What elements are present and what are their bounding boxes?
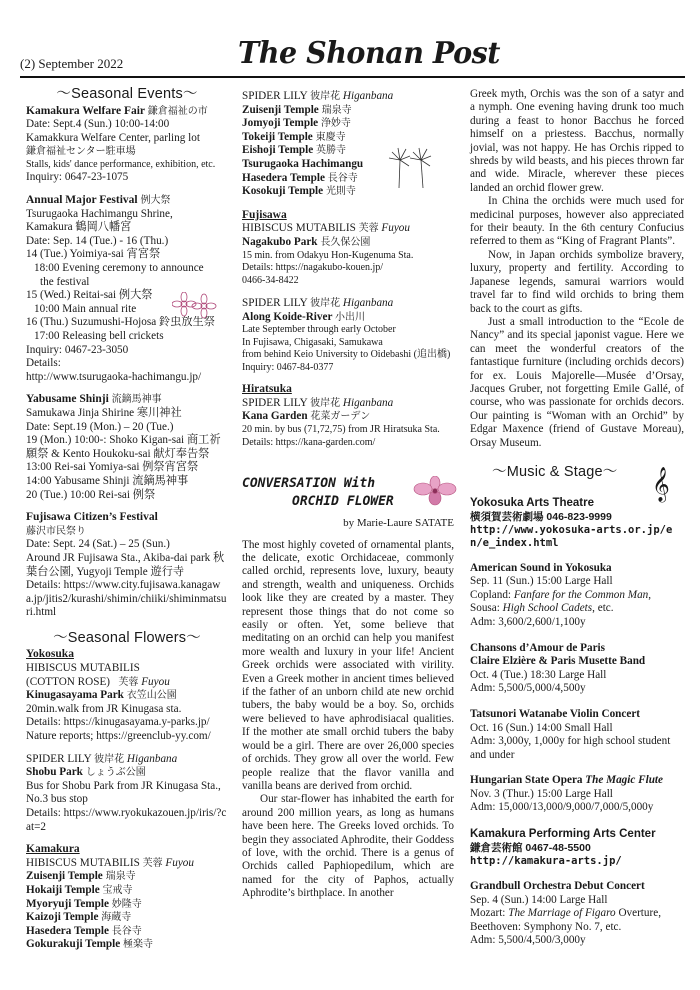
event-title: Fujisawa Citizen’s Festival xyxy=(26,511,158,524)
article-paragraph: Now, in Japan orchids symbolize bravery, luxury, property and fertility. According to Japanese legends, samurai warriors would travel far to find wild orchids to bring them back to the court as gifts. xyxy=(470,248,684,315)
details-link[interactable]: Details: https://nagakubo-kouen.jp/ xyxy=(242,262,384,274)
event-venue-jp: 鎌倉福祉センター駐車場 xyxy=(26,146,136,158)
event-inquiry: Inquiry: 0647-23-1075 xyxy=(26,171,129,184)
temple-item: Kosokuji Temple 光則寺 xyxy=(242,185,356,198)
concert-item xyxy=(470,708,684,762)
article-paragraph: Greek myth, Orchis was the son of a satyr and a nymph. One evening having drunk too much during a feast to honor Bacchus he forced himself on a priestess. Bacchus, normally jovial, was not happy. He has Orchis ripped to shreds by wild beasts, and his pieces thrown far and wide. Miracle, wherever these pieces landed an orchid flower grew. xyxy=(470,88,684,194)
garden-name: Kana Garden 花菜ガーデン xyxy=(242,410,371,423)
area-line: from behind Keio University to Oidebashi (追出橋) Inquiry: 0467-84-0377 xyxy=(242,349,451,373)
concert-title: American Sound in Yokosuka xyxy=(470,561,612,574)
details-link[interactable]: Details: https://www.ryokukazouen.jp/iris/?cat=2 xyxy=(26,807,227,833)
event-title: Kamakura Welfare Fair 鎌倉福祉の市 xyxy=(26,104,208,117)
event-line: 14 (Tue.) Yoimiya-sai 宵宮祭 xyxy=(26,248,161,261)
venue-name: Yokosuka Arts Theatre xyxy=(470,496,594,509)
event-line: 13:00 Rei-sai Yomiya-sai 例祭宵宮祭 xyxy=(26,461,199,474)
concert-item xyxy=(470,774,684,815)
flowers-fujisawa-spider-lily xyxy=(242,297,454,374)
concert-subtitle: Claire Elzière & Paris Musette Band xyxy=(470,655,646,668)
event-date: Date: Sept.19 (Mon.) – 20 (Tue.) xyxy=(26,420,174,433)
park-name: Nagakubo Park 長久保公園 xyxy=(242,235,371,248)
concert-item xyxy=(470,642,684,696)
temple-item: Zuisenji Temple 瑞泉寺 xyxy=(242,103,352,116)
event-line: 14:00 Yabusame Shinji 流鏑馬神事 xyxy=(26,474,189,487)
flower-name: HIBISCUS MUTABILIS xyxy=(26,662,140,675)
music-stage-heading: 〜Music & Stage〜 xyxy=(492,463,618,480)
admission: Adm: 3,000y, 1,000y for high school student and under xyxy=(470,735,671,761)
concert-date: Sep. 11 (Sun.) 15:00 Large Hall xyxy=(470,575,613,588)
event-venue: Kamakkura Welfare Center, parling lot xyxy=(26,131,200,144)
concert-title: Hungarian State Opera The Magic Flute xyxy=(470,774,663,787)
concert-item xyxy=(470,562,684,630)
venue-link[interactable]: http://www.yokosuka-arts.or.jp/en/e_index.html xyxy=(470,523,673,549)
column-left xyxy=(26,88,228,961)
location-heading: Fujisawa xyxy=(242,208,287,221)
location-heading: Hiratsuka xyxy=(242,383,292,396)
event-line: the festival xyxy=(40,275,90,288)
concert-date: Nov. 3 (Thur.) 15:00 Large Hall xyxy=(470,787,613,800)
access-line: Bus for Shobu Park from JR Kinugasa Sta., No.3 bus stop xyxy=(26,779,221,806)
admission: Adm: 3,600/2,600/1,100y xyxy=(470,615,586,628)
newsletter-title: The Shonan Post xyxy=(238,36,500,71)
header-divider xyxy=(20,76,685,78)
article-paragraph: Just a small introduction to the “Ecole de Nancy” and its special japonist vague. Here we can meet the wonderful creators of the fantastique furniture (including orchids decors) for ex. Louis Majorelle—Musée d’Orsay, Jacques Gruber, not forgetting Emile Gallé, of course, who was passionate for orchids decors. Our painting is “Woman with an Orchid” by Edgar Maxence (friend of Gustave Moreau), Orsay Museum. xyxy=(470,315,684,449)
park-name: Kinugasayama Park 衣笠山公園 xyxy=(26,689,177,702)
article-title-line2: ORCHID FLOWER xyxy=(292,494,394,509)
temple-item: Tokeiji Temple 東慶寺 xyxy=(242,130,346,143)
article-title-line1: CONVERSATION With xyxy=(242,476,376,491)
details-link[interactable]: Nature reports; https://greenclub-yy.com/ xyxy=(26,730,211,743)
flower-name: SPIDER LILY 彼岸花 Higanbana xyxy=(242,396,394,409)
event-line: Details: xyxy=(26,357,61,370)
venue-kamakura xyxy=(470,827,684,868)
event-line: 10:00 Main annual rite xyxy=(34,302,137,315)
column-right xyxy=(470,88,684,957)
article-byline: by Marie-Laure SATATE xyxy=(343,517,454,529)
event-kamakura-welfare-fair xyxy=(26,105,228,185)
concert-date: Oct. 16 (Sun.) 14:00 Small Hall xyxy=(470,721,613,734)
venue-contact: 鎌倉芸術館 0467-48-5500 xyxy=(470,842,591,855)
temple-item: Zuisenji Temple 瑞泉寺 xyxy=(26,870,136,883)
admission: Adm: 5,500/5,000/4,500y xyxy=(470,682,586,695)
admission: Adm: 5,500/4,500/3,000y xyxy=(470,934,586,947)
program-line: Copland: Fanfare for the Common Man, xyxy=(470,588,652,601)
temple-item: Jomyoji Temple 浄妙寺 xyxy=(242,117,351,130)
access-line: 20 min. by bus (71,72,75) from JR Hiratsuka Sta. xyxy=(242,424,440,435)
venue-yokosuka xyxy=(470,496,684,550)
event-yabusame-shinji xyxy=(26,393,228,502)
river-name: Along Koide-River 小出川 xyxy=(242,310,366,323)
article-paragraph: The most highly coveted of ornamental plants, the delicate, exotic Orchidaceae, commonly called orchid, represents love, luxury, beauty and strength, wealth and uniqueness. Orchids look like they are created by a master. They represent those things that do not come so easily or often. Yet, some believe that meditating on an orchid can help you manifest more wealth and luxury in your life! Ancient Greek orchids were associated with virility. Even a Greek mother in ancient times believed if the father of an unborn child ate new orchid tubers, the baby would be a boy. So, orchids were believed to have aphrodisiacal qualities. If the mother ate small orchid tubers the baby would be a girl. There are over 26,000 species of orchids. They grow all over the world. Few people realize that the flavor vanilla and vanilla beans are derived from orchid. xyxy=(242,538,454,792)
temple-item: Gokurakuji Temple 極楽寺 xyxy=(26,938,153,951)
flower-name-line: (COTTON ROSE) 芙蓉 Fuyou xyxy=(26,675,170,688)
concert-title: Chansons d’Amour de Paris xyxy=(470,641,605,654)
temple-item: Hasedera Temple 長谷寺 xyxy=(26,924,142,937)
event-line: 18:00 Evening ceremony to announce xyxy=(34,262,204,275)
event-line: 15 (Wed.) Reitai-sai 例大祭 xyxy=(26,289,153,302)
spider-lily-icon xyxy=(385,138,437,190)
flowers-hiratsuka xyxy=(242,383,454,449)
event-line: Kamakura 鶴岡八幡宮 xyxy=(26,221,132,234)
event-line: 20 (Tue.) 10:00 Rei-sai 例祭 xyxy=(26,488,156,501)
temple-item: Hokaiji Temple 宝戒寺 xyxy=(26,883,133,896)
flowers-yokosuka-spider-lily xyxy=(26,753,228,835)
flowers-kamakura xyxy=(26,843,228,952)
concert-item xyxy=(470,880,684,948)
details-link[interactable]: Details: https://kinugasayama.y-parks.jp/ xyxy=(26,716,210,729)
program-line: Sousa: High School Cadets, etc. xyxy=(470,602,614,615)
concert-date: Oct. 4 (Tue.) 18:30 Large Hall xyxy=(470,668,607,681)
temple-item: Tsurugaoka Hachimangu xyxy=(242,157,364,170)
temple-item: Kaizoji Temple 海蔵寺 xyxy=(26,911,132,924)
issue-date: (2) September 2022 xyxy=(20,56,124,71)
conversation-article xyxy=(242,475,454,901)
location-heading: Kamakura xyxy=(26,843,80,856)
access-line: 15 min. from Odakyu Hon-Kugenuma Sta. xyxy=(242,249,414,261)
event-fujisawa-citizens-festival xyxy=(26,511,228,620)
concert-title: Tatsunori Watanabe Violin Concert xyxy=(470,707,641,720)
season-line: Late September through early October xyxy=(242,324,396,336)
area-line: In Fujisawa, Chigasaki, Samukawa xyxy=(242,336,383,348)
temple-item: Eishoji Temple 英勝寺 xyxy=(242,144,346,157)
event-link[interactable]: http://www.tsurugaoka-hachimangu.jp/ xyxy=(26,370,202,383)
flower-name: SPIDER LILY 彼岸花 Higanbana xyxy=(242,297,394,310)
location-heading: Yokosuka xyxy=(26,648,74,661)
phone: 0466-34-8422 xyxy=(242,274,299,286)
venue-name: Kamakura Performing Arts Center xyxy=(470,828,656,841)
admission: Adm: 15,000/13,000/9,000/7,000/5,000y xyxy=(470,801,654,814)
flower-name: HIBISCUS MUTABILIS 芙蓉 Fuyou xyxy=(242,222,410,235)
article-paragraph: Our star-flower has inhabited the earth for around 200 million years, as long as humans have been here. The Greeks loved orchids. To begin they associated Aphrodite, their Goddess of love, with the orchid. There is a genus of Orchids called Paphiopedilum, which are named for the city of Paphos, actually Aphrodite’s birthplace. In another xyxy=(242,793,454,900)
event-description: Stalls, kids' dance performance, exhibition, etc. xyxy=(26,158,216,170)
event-title: Yabusame Shinji 流鏑馬神事 xyxy=(26,393,162,406)
event-title-jp: 藤沢市民祭り xyxy=(26,525,86,537)
orchid-icon xyxy=(413,476,457,506)
venue-contact: 横須賀芸術劇場 046-823-9999 xyxy=(470,510,612,523)
event-annual-major-festival xyxy=(26,194,228,384)
seasonal-flowers-heading: 〜Seasonal Flowers〜 xyxy=(53,629,201,646)
park-name: Shobu Park しょうぶ公園 xyxy=(26,766,146,779)
event-line: 16 (Thu.) Suzumushi-Hojosa 鈴虫放生祭 xyxy=(26,316,215,329)
event-venue: Around JR Fujisawa Sta., Akiba-dai park 秋葉台公園, Yugyoji Temple 遊行寺 xyxy=(26,551,225,578)
event-date: Date: Sept. 24 (Sat.) – 25 (Sun.) xyxy=(26,538,170,551)
temple-item: Myoryuji Temple 妙隆寺 xyxy=(26,897,142,910)
venue-link[interactable]: http://kamakura-arts.jp/ xyxy=(470,855,622,868)
flowers-fujisawa xyxy=(242,209,454,287)
concert-date: Sep. 4 (Sun.) 14:00 Large Hall xyxy=(470,893,608,906)
event-date: Date: Sep. 14 (Tue.) - 16 (Thu.) xyxy=(26,234,169,247)
flower-name: HIBISCUS MUTABILIS 芙蓉 Fuyou xyxy=(26,856,194,869)
concert-title: Grandbull Orchestra Debut Concert xyxy=(470,880,645,893)
temple-item: Hasedera Temple 長谷寺 xyxy=(242,171,358,184)
flowers-yokosuka xyxy=(26,648,228,743)
flower-name: SPIDER LILY 彼岸花 Higanbana xyxy=(26,752,178,765)
event-line: 19 (Mon.) 10:00-: Shoko Kigan-sai 商工祈願祭 & Kento Houkoku-sai 献灯奉告祭 xyxy=(26,434,221,460)
seasonal-events-heading: 〜Seasonal Events〜 xyxy=(56,86,198,102)
event-link[interactable]: Details: https://www.city.fujisawa.kanagawa.jp/jitis2/kurashi/shimin/chiiki/shiminmatsuri.html xyxy=(26,579,227,619)
event-line: Samukawa Jinja Shirine 寒川神社 xyxy=(26,406,182,419)
event-date: Date: Sept.4 (Sun.) 10:00-14:00 xyxy=(26,118,170,131)
access-line: 20min.walk from JR Kinugasa sta. xyxy=(26,702,182,715)
details-link[interactable]: Details: https://kana-garden.com/ xyxy=(242,436,376,448)
article-paragraph: In China the orchids were much used for medicinal purposes, however also appreciated for their beauty. In the 6th century Confucius referred to them as “King of Fragrant Plants”. xyxy=(470,195,684,248)
event-line: Tsurugaoka Hachimangu Shrine, xyxy=(26,207,173,220)
program-line: Mozart: The Marriage of Figaro Overture, xyxy=(470,907,661,920)
treble-clef-icon: 𝄞 xyxy=(652,467,670,502)
event-title: Annual Major Festival 例大祭 xyxy=(26,194,171,207)
event-inquiry: Inquiry: 0467-23-3050 xyxy=(26,343,129,356)
program-line: Beethoven: Symphony No. 7, etc. xyxy=(470,920,622,933)
flower-icon xyxy=(172,292,218,322)
flower-name: SPIDER LILY 彼岸花 Higanbana xyxy=(242,90,394,102)
event-line: 17:00 Releasing bell crickets xyxy=(34,330,164,342)
